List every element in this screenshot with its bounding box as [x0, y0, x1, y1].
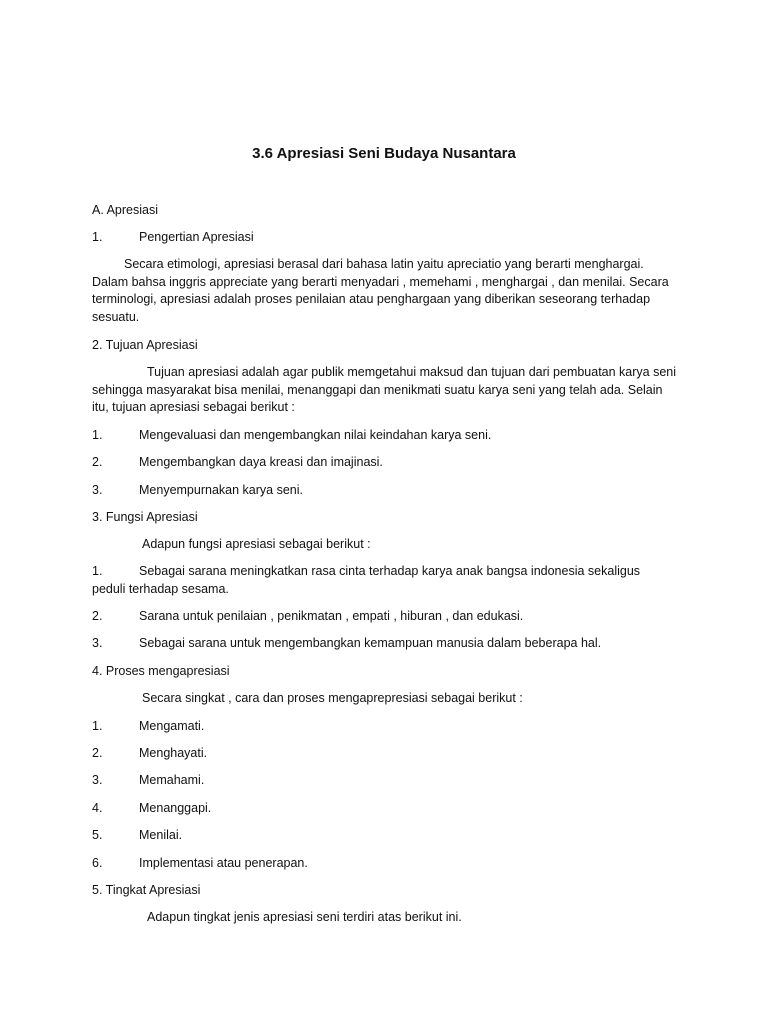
s2-item-number: 2. — [92, 455, 103, 469]
s1-paragraph: Secara etimologi, apresiasi berasal dari bahasa latin yaitu apreciatio yang berarti menghargai. Dalam bahsa inggris appreciate yang berarti menyadari , memehami , menghargai , dan menilai. Secara terminologi, apresiasi adalah proses penilaian atau penghargaan yang diberikan seseorang terhadap sesuatu. — [92, 257, 669, 324]
s4-item-number: 2. — [92, 746, 103, 760]
s2-item-text: Mengembangkan daya kreasi dan imajinasi. — [139, 455, 383, 469]
s4-item-number: 6. — [92, 856, 103, 870]
s3-intro: Adapun fungsi apresiasi sebagai berikut : — [142, 537, 371, 551]
s1-heading: Pengertian Apresiasi — [139, 230, 254, 244]
s3-item-text: Sarana untuk penilaian , penikmatan , empati , hiburan , dan edukasi. — [139, 609, 524, 623]
s4-item-text: Mengamati. — [139, 719, 205, 733]
s3-heading: 3. Fungsi Apresiasi — [92, 510, 198, 524]
s4-item-text: Menilai. — [139, 828, 183, 842]
s5-intro: Adapun tingkat jenis apresiasi seni terdiri atas berikut ini. — [147, 910, 462, 924]
s4-item-text: Menghayati. — [139, 746, 208, 760]
s4-item-number: 1. — [92, 719, 103, 733]
section-a-heading: A. Apresiasi — [92, 203, 159, 217]
s4-item-text: Menanggapi. — [139, 801, 212, 815]
s2-item-text: Mengevaluasi dan mengembangkan nilai keindahan karya seni. — [139, 428, 492, 442]
s4-intro: Secara singkat , cara dan proses mengaprepresiasi sebagai berikut : — [142, 691, 523, 705]
s4-item-number: 4. — [92, 801, 103, 815]
s2-item-number: 3. — [92, 483, 103, 497]
s3-item-continuation: peduli terhadap sesama. — [92, 582, 229, 596]
s1-number: 1. — [92, 230, 103, 244]
s4-item-text: Memahami. — [139, 773, 205, 787]
s3-item-text: Sebagai sarana untuk mengembangkan kemampuan manusia dalam beberapa hal. — [139, 636, 602, 650]
s2-heading: 2. Tujuan Apresiasi — [92, 338, 198, 352]
s4-heading: 4. Proses mengapresiasi — [92, 664, 230, 678]
s4-item-number: 3. — [92, 773, 103, 787]
s3-item-number: 2. — [92, 609, 103, 623]
s2-item-text: Menyempurnakan karya seni. — [139, 483, 303, 497]
s2-paragraph: Tujuan apresiasi adalah agar publik memgetahui maksud dan tujuan dari pembuatan karya seni sehingga masyarakat bisa menilai, menanggapi dan menikmati suatu karya seni yang telah ada. Selain itu, tujuan apresiasi sebagai berikut : — [92, 365, 677, 414]
s4-item-text: Implementasi atau penerapan. — [139, 856, 308, 870]
s4-item-number: 5. — [92, 828, 103, 842]
s3-item-number: 3. — [92, 636, 103, 650]
s5-heading: 5. Tingkat Apresiasi — [92, 883, 201, 897]
s2-item-number: 1. — [92, 428, 103, 442]
s3-item-text: Sebagai sarana meningkatkan rasa cinta terhadap karya anak bangsa indonesia sekaligus — [139, 564, 641, 578]
document-title: 3.6 Apresiasi Seni Budaya Nusantara — [252, 145, 516, 162]
s3-item-number: 1. — [92, 564, 103, 578]
